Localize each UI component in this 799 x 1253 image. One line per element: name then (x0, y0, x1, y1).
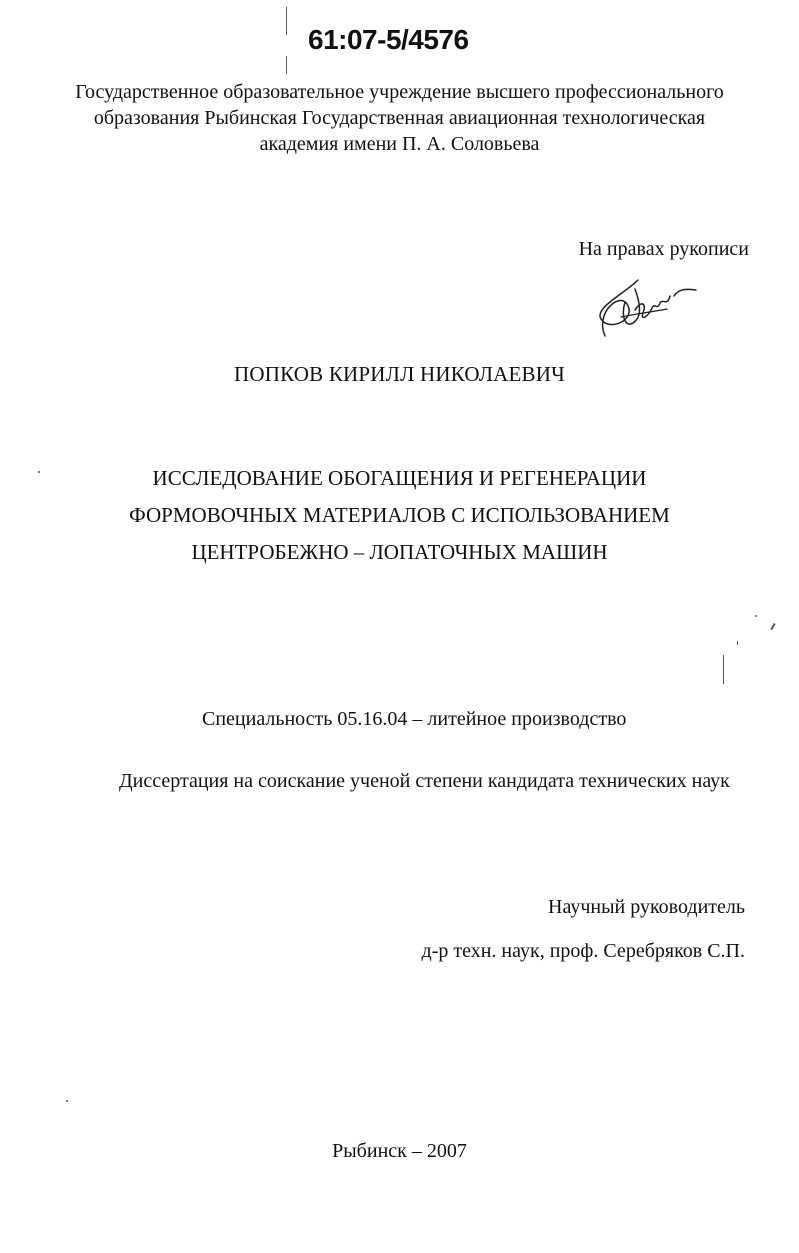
supervisor-label: Научный руководитель (548, 896, 745, 918)
institution-line-1: Государственное образовательное учреждение высшего профессионального (75, 81, 724, 103)
title-line-1: ИССЛЕДОВАНИЕ ОБОГАЩЕНИЯ И РЕГЕНЕРАЦИИ (152, 466, 647, 490)
title-line-3: ЦЕНТРОБЕЖНО – ЛОПАТОЧНЫХ МАШИН (191, 540, 608, 564)
specialty-line: Специальность 05.16.04 – литейное производство (202, 708, 627, 730)
dissertation-title (0, 460, 799, 571)
supervisor-name: д-р техн. наук, проф. Серебряков С.П. (421, 940, 745, 962)
archive-code-stamp: 61:07-5/4576 (308, 24, 469, 55)
institution-name (0, 79, 799, 157)
scan-mark-right-2 (770, 623, 775, 630)
institution-line-2: образования Рыбинская Государственная авиационная технологическая (93, 107, 706, 129)
scan-mark-left-1 (38, 471, 40, 473)
author-name: ПОПКОВ КИРИЛЛ НИКОЛАЕВИЧ (234, 362, 565, 386)
scan-mark-right-1 (755, 615, 757, 617)
dissertation-degree-line: Диссертация на соискание ученой степени кандидата технических наук (119, 770, 730, 792)
scan-mark-top-1 (286, 7, 287, 35)
title-line-2: ФОРМОВОЧНЫХ МАТЕРИАЛОВ С ИСПОЛЬЗОВАНИЕМ (129, 503, 670, 527)
institution-line-3: академия имени П. А. Соловьева (259, 133, 540, 155)
manuscript-rights-note: На правах рукописи (578, 238, 749, 260)
scan-mark-right-4 (723, 655, 724, 684)
scan-mark-right-3 (737, 641, 738, 645)
scan-mark-left-2 (66, 1100, 68, 1102)
city-year: Рыбинск – 2007 (332, 1140, 467, 1162)
handwritten-signature (585, 258, 705, 348)
scan-mark-top-2 (286, 56, 287, 74)
